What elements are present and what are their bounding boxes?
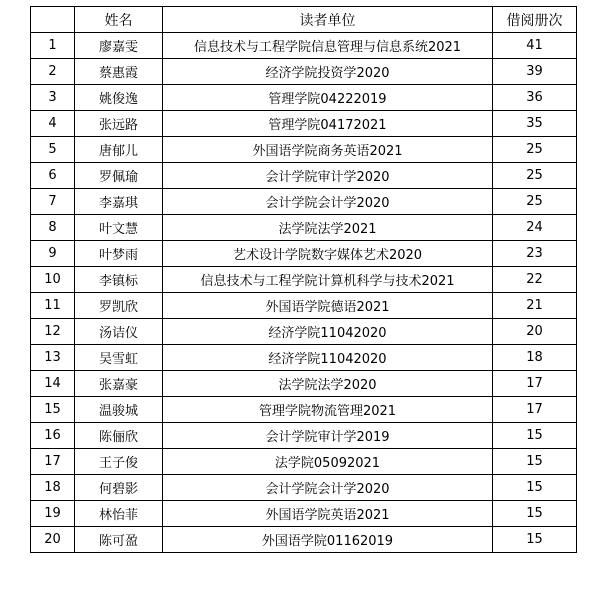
table-row bbox=[31, 293, 577, 319]
table-row bbox=[31, 163, 577, 189]
cell-index: 12 bbox=[31, 319, 75, 345]
cell-index: 8 bbox=[31, 215, 75, 241]
cell-name: 罗凯欣 bbox=[75, 293, 163, 319]
cell-borrow-count: 15 bbox=[493, 423, 577, 449]
cell-name: 王子俊 bbox=[75, 449, 163, 475]
cell-reader-unit: 法学院05092021 bbox=[163, 449, 493, 475]
cell-reader-unit: 法学院法学2020 bbox=[163, 371, 493, 397]
borrowing-ranking-table bbox=[30, 6, 577, 553]
cell-index: 4 bbox=[31, 111, 75, 137]
table-row bbox=[31, 33, 577, 59]
cell-reader-unit: 管理学院物流管理2021 bbox=[163, 397, 493, 423]
cell-reader-unit: 会计学院审计学2019 bbox=[163, 423, 493, 449]
cell-name: 蔡惠霞 bbox=[75, 59, 163, 85]
cell-index: 3 bbox=[31, 85, 75, 111]
cell-name: 叶文慧 bbox=[75, 215, 163, 241]
cell-name: 廖嘉雯 bbox=[75, 33, 163, 59]
cell-name: 温骏城 bbox=[75, 397, 163, 423]
cell-name: 唐郁儿 bbox=[75, 137, 163, 163]
cell-borrow-count: 15 bbox=[493, 475, 577, 501]
table-body bbox=[31, 33, 577, 553]
table-row bbox=[31, 449, 577, 475]
column-header-reader-unit: 读者单位 bbox=[163, 7, 493, 33]
table-row bbox=[31, 241, 577, 267]
table-header-row bbox=[31, 7, 577, 33]
table-row bbox=[31, 371, 577, 397]
cell-borrow-count: 15 bbox=[493, 501, 577, 527]
cell-borrow-count: 21 bbox=[493, 293, 577, 319]
cell-name: 汤诘仪 bbox=[75, 319, 163, 345]
cell-reader-unit: 信息技术与工程学院信息管理与信息系统2021 bbox=[163, 33, 493, 59]
cell-reader-unit: 外国语学院德语2021 bbox=[163, 293, 493, 319]
cell-index: 19 bbox=[31, 501, 75, 527]
cell-borrow-count: 17 bbox=[493, 397, 577, 423]
cell-borrow-count: 41 bbox=[493, 33, 577, 59]
cell-index: 13 bbox=[31, 345, 75, 371]
cell-reader-unit: 外国语学院英语2021 bbox=[163, 501, 493, 527]
cell-borrow-count: 22 bbox=[493, 267, 577, 293]
cell-reader-unit: 外国语学院商务英语2021 bbox=[163, 137, 493, 163]
cell-name: 张远路 bbox=[75, 111, 163, 137]
table-row bbox=[31, 501, 577, 527]
cell-index: 20 bbox=[31, 527, 75, 553]
cell-name: 陈可盈 bbox=[75, 527, 163, 553]
table-row bbox=[31, 267, 577, 293]
cell-borrow-count: 23 bbox=[493, 241, 577, 267]
cell-index: 10 bbox=[31, 267, 75, 293]
table-row bbox=[31, 59, 577, 85]
cell-index: 1 bbox=[31, 33, 75, 59]
table-row bbox=[31, 189, 577, 215]
cell-name: 姚俊逸 bbox=[75, 85, 163, 111]
column-header-name: 姓名 bbox=[75, 7, 163, 33]
cell-borrow-count: 24 bbox=[493, 215, 577, 241]
cell-reader-unit: 管理学院04172021 bbox=[163, 111, 493, 137]
column-header-index bbox=[31, 7, 75, 33]
cell-reader-unit: 经济学院11042020 bbox=[163, 345, 493, 371]
cell-reader-unit: 会计学院会计学2020 bbox=[163, 475, 493, 501]
cell-index: 17 bbox=[31, 449, 75, 475]
cell-borrow-count: 25 bbox=[493, 137, 577, 163]
cell-name: 罗佩瑜 bbox=[75, 163, 163, 189]
cell-borrow-count: 35 bbox=[493, 111, 577, 137]
table-row bbox=[31, 215, 577, 241]
cell-reader-unit: 管理学院04222019 bbox=[163, 85, 493, 111]
cell-index: 16 bbox=[31, 423, 75, 449]
table-row bbox=[31, 475, 577, 501]
cell-borrow-count: 15 bbox=[493, 449, 577, 475]
cell-index: 11 bbox=[31, 293, 75, 319]
cell-index: 7 bbox=[31, 189, 75, 215]
table-row bbox=[31, 137, 577, 163]
cell-borrow-count: 15 bbox=[493, 527, 577, 553]
cell-index: 9 bbox=[31, 241, 75, 267]
table-row bbox=[31, 423, 577, 449]
cell-borrow-count: 18 bbox=[493, 345, 577, 371]
cell-reader-unit: 信息技术与工程学院计算机科学与技术2021 bbox=[163, 267, 493, 293]
cell-index: 14 bbox=[31, 371, 75, 397]
cell-index: 15 bbox=[31, 397, 75, 423]
cell-reader-unit: 法学院法学2021 bbox=[163, 215, 493, 241]
table-row bbox=[31, 527, 577, 553]
cell-reader-unit: 外国语学院01162019 bbox=[163, 527, 493, 553]
cell-borrow-count: 25 bbox=[493, 163, 577, 189]
table-row bbox=[31, 319, 577, 345]
column-header-borrow-count: 借阅册次 bbox=[493, 7, 577, 33]
table-row bbox=[31, 85, 577, 111]
cell-name: 李嘉琪 bbox=[75, 189, 163, 215]
table-row bbox=[31, 111, 577, 137]
cell-borrow-count: 17 bbox=[493, 371, 577, 397]
table-row bbox=[31, 345, 577, 371]
cell-name: 陈俪欣 bbox=[75, 423, 163, 449]
cell-index: 18 bbox=[31, 475, 75, 501]
cell-borrow-count: 36 bbox=[493, 85, 577, 111]
cell-borrow-count: 39 bbox=[493, 59, 577, 85]
cell-index: 6 bbox=[31, 163, 75, 189]
cell-reader-unit: 会计学院会计学2020 bbox=[163, 189, 493, 215]
cell-borrow-count: 20 bbox=[493, 319, 577, 345]
cell-borrow-count: 25 bbox=[493, 189, 577, 215]
cell-name: 何碧影 bbox=[75, 475, 163, 501]
cell-name: 吴雪虹 bbox=[75, 345, 163, 371]
cell-reader-unit: 经济学院11042020 bbox=[163, 319, 493, 345]
cell-reader-unit: 经济学院投资学2020 bbox=[163, 59, 493, 85]
cell-name: 李镇标 bbox=[75, 267, 163, 293]
cell-reader-unit: 会计学院审计学2020 bbox=[163, 163, 493, 189]
cell-reader-unit: 艺术设计学院数字媒体艺术2020 bbox=[163, 241, 493, 267]
cell-name: 张嘉豪 bbox=[75, 371, 163, 397]
table-row bbox=[31, 397, 577, 423]
cell-name: 叶梦雨 bbox=[75, 241, 163, 267]
cell-name: 林怡菲 bbox=[75, 501, 163, 527]
cell-index: 5 bbox=[31, 137, 75, 163]
cell-index: 2 bbox=[31, 59, 75, 85]
